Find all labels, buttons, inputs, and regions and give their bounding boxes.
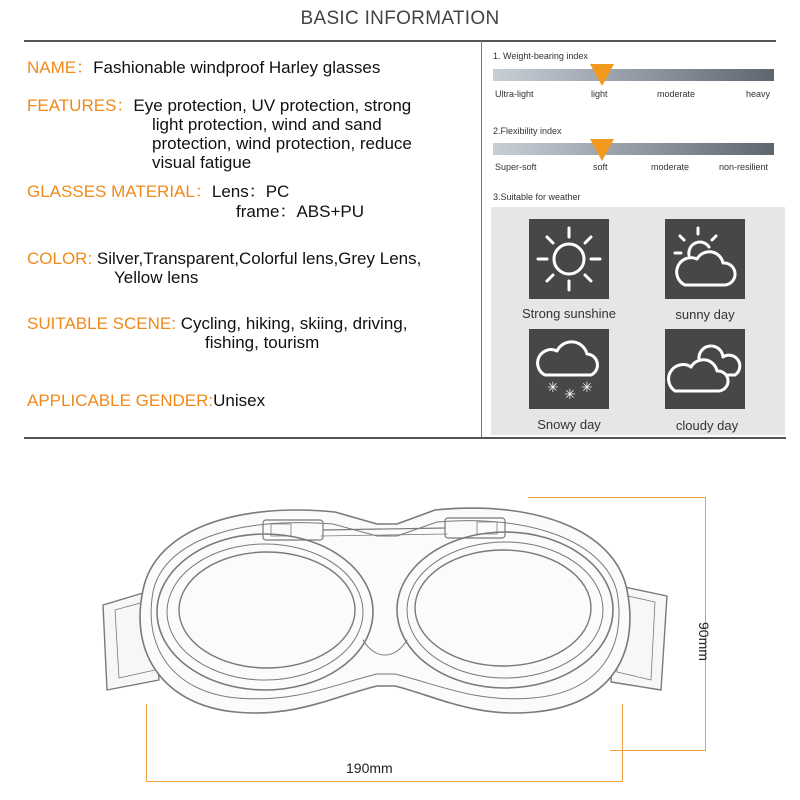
svg-text:✳: ✳: [581, 380, 593, 396]
weather-label-snowy-day: Snowy day: [537, 417, 601, 432]
page-title: BASIC INFORMATION: [300, 8, 500, 29]
width-dim-line: [146, 781, 623, 782]
weight-index-bar: [493, 69, 774, 81]
name-label: NAME：: [27, 58, 94, 77]
scene-label: SUITABLE SCENE:: [27, 314, 176, 333]
flex-scale-non-resilient: non-resilient: [719, 162, 769, 172]
flex-scale-super-soft: Super-soft: [495, 162, 537, 172]
partly-sunny-icon: [665, 219, 745, 299]
gender-label: APPLICABLE GENDER:: [27, 391, 214, 410]
weight-index-title: 1. Weight-bearing index: [493, 51, 588, 61]
weight-scale-ultra-light: Ultra-light: [495, 89, 534, 99]
scene-line-1: Cycling, hiking, skiing, driving,: [180, 314, 408, 333]
clouds-icon: [665, 329, 745, 409]
scene-row: [27, 314, 477, 333]
gender-row: [27, 391, 477, 410]
height-dim-label: 90mm: [696, 622, 712, 661]
weight-pointer-icon: [589, 63, 615, 87]
color-row: [27, 249, 487, 268]
features-label: FEATURES：: [27, 96, 134, 115]
weather-tile-strong-sunshine: [529, 219, 609, 299]
svg-text:✳: ✳: [547, 380, 559, 396]
color-line-1: Silver,Transparent,Colorful lens,Grey Lens,: [96, 249, 422, 268]
flex-index-title: 2.Flexibility index: [493, 126, 562, 136]
material-label: GLASSES MATERIAL：: [27, 182, 212, 201]
features-line-2: light protection, wind and sand: [152, 115, 382, 134]
weight-scale-moderate: moderate: [657, 89, 696, 99]
features-line-1: Eye protection, UV protection, strong: [133, 96, 412, 115]
weight-scale-heavy: heavy: [746, 89, 771, 99]
material-lens: Lens：PC: [211, 182, 290, 201]
weather-tile-sunny-day: [665, 219, 745, 299]
material-row: [27, 182, 477, 201]
top-divider: [24, 40, 776, 42]
height-dim-bottom-tick: [610, 750, 706, 751]
height-dim-label-wrap: [694, 612, 734, 661]
goggles-illustration: [95, 490, 675, 730]
weather-title: 3.Suitable for weather: [493, 192, 581, 202]
name-row: [27, 58, 477, 77]
bottom-divider: [24, 437, 786, 439]
color-line-2: Yellow lens: [114, 268, 199, 287]
flex-scale-soft: soft: [593, 162, 608, 172]
weather-label-sunny-day: sunny day: [675, 307, 735, 322]
color-label: COLOR:: [27, 249, 93, 268]
width-dim-right-tick: [622, 704, 623, 782]
material-frame: frame：ABS+PU: [236, 202, 365, 221]
height-dim-top-tick: [528, 497, 706, 498]
column-divider: [481, 41, 482, 437]
width-dim-left-tick: [146, 704, 147, 782]
flex-scale-moderate: moderate: [651, 162, 690, 172]
weather-tile-snowy-day: [529, 329, 609, 409]
name-value: Fashionable windproof Harley glasses: [93, 58, 381, 77]
features-line-3: protection, wind protection, reduce: [152, 134, 412, 153]
features-row: [27, 96, 477, 115]
width-dim-label: 190mm: [346, 760, 393, 776]
weight-scale-light: light: [591, 89, 608, 99]
weather-label-cloudy-day: cloudy day: [675, 418, 739, 433]
weather-label-strong-sunshine: Strong sunshine: [522, 306, 616, 321]
gender-value: Unisex: [213, 391, 266, 410]
features-line-4: visual fatigue: [152, 153, 252, 172]
scene-line-2: fishing, tourism: [205, 333, 320, 352]
sun-icon: [529, 219, 609, 299]
flex-index-bar: [493, 143, 774, 155]
snow-cloud-icon: [529, 329, 609, 409]
weather-tile-cloudy-day: [665, 329, 745, 409]
svg-text:✳: ✳: [564, 387, 576, 403]
flex-pointer-icon: [589, 138, 615, 162]
